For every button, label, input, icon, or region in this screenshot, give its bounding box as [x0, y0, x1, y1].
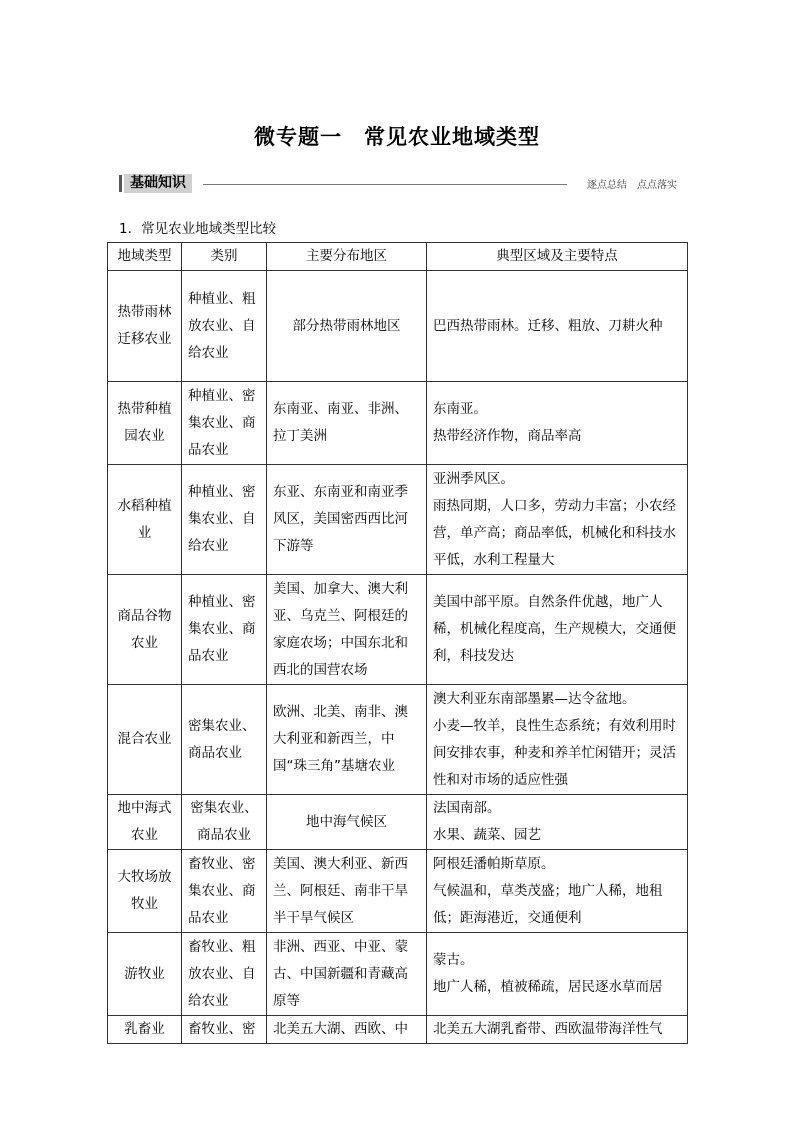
distribution-cell: 非洲、西亚、中亚、蒙古、中国新疆和青藏高原等 — [267, 933, 427, 1016]
distribution-cell: 部分热带雨林地区 — [267, 271, 427, 382]
header-cell: 地域类型 — [108, 243, 182, 271]
table-row — [108, 933, 688, 1016]
category-cell: 密集农业、商品农业 — [182, 795, 267, 850]
category-cell: 种植业、粗放农业、自给农业 — [182, 271, 267, 382]
header-cell: 类别 — [182, 243, 267, 271]
section-divider — [203, 184, 567, 185]
type-cell: 乳畜业 — [108, 1016, 182, 1044]
table-row — [108, 685, 688, 795]
subheading: 1．常见农业地域类型比较 — [119, 221, 277, 237]
table-row — [108, 575, 688, 685]
section-label: 基础知识 — [124, 174, 192, 193]
type-cell: 游牧业 — [108, 933, 182, 1016]
category-cell: 种植业、密集农业、商品农业 — [182, 575, 267, 685]
distribution-cell: 欧洲、北美、南非、澳大利亚和新西兰，中国“珠三角”基塘农业 — [267, 685, 427, 795]
features-cell — [427, 1016, 688, 1044]
table-row — [108, 465, 688, 575]
features-cell — [427, 382, 688, 465]
section-header — [119, 173, 677, 195]
type-cell: 水稻种植业 — [108, 465, 182, 575]
category-cell: 种植业、密集农业、商品农业 — [182, 382, 267, 465]
header-cell: 典型区域及主要特点 — [427, 243, 688, 271]
features-line: 北美五大湖乳畜带、西欧温带海洋性气 — [433, 1021, 663, 1037]
features-line: 地广人稀，植被稀疏，居民逐水草而居 — [433, 979, 663, 995]
distribution-cell: 北美五大湖、西欧、中 — [267, 1016, 427, 1044]
table-row — [108, 1016, 688, 1044]
title-part2: 常见农业地域类型 — [364, 124, 540, 149]
features-line: 澳大利亚东南部墨累—达令盆地。 — [433, 690, 636, 707]
features-line: 气候温和，草类茂盛；地广人稀，地租低；距海港近，交通便利 — [433, 882, 663, 926]
comparison-table — [107, 242, 688, 1044]
category-cell: 密集农业、商品农业 — [182, 685, 267, 795]
features-cell — [427, 795, 688, 850]
category-cell: 畜牧业、密 — [182, 1016, 267, 1044]
features-cell — [427, 685, 688, 795]
features-cell — [427, 465, 688, 575]
features-cell — [427, 850, 688, 933]
header-cell: 主要分布地区 — [267, 243, 427, 271]
features-line: 巴西热带雨林。迁移、粗放、刀耕火种 — [433, 317, 663, 334]
features-line: 东南亚。 — [433, 401, 487, 417]
features-line: 水果、蔬菜、园艺 — [433, 827, 541, 843]
distribution-cell: 地中海气候区 — [267, 795, 427, 850]
features-cell — [427, 575, 688, 685]
type-cell: 商品谷物农业 — [108, 575, 182, 685]
category-cell: 畜牧业、密集农业、商品农业 — [182, 850, 267, 933]
type-cell: 热带雨林迁移农业 — [108, 271, 182, 382]
features-line: 阿根廷潘帕斯草原。 — [433, 855, 555, 872]
table-row — [108, 382, 688, 465]
features-cell — [427, 271, 688, 382]
features-line: 美国中部平原。自然条件优越，地广人稀，机械化程度高，生产规模大，交通便利，科技发达 — [433, 594, 676, 664]
distribution-cell: 东南亚、南亚、非洲、拉丁美洲 — [267, 382, 427, 465]
type-cell: 混合农业 — [108, 685, 182, 795]
type-cell: 大牧场放牧业 — [108, 850, 182, 933]
type-cell: 地中海式农业 — [108, 795, 182, 850]
type-cell: 热带种植园农业 — [108, 382, 182, 465]
category-cell: 种植业、密集农业、自给农业 — [182, 465, 267, 575]
section-right-text: 逐点总结 点点落实 — [587, 180, 677, 191]
features-line: 亚洲季风区。 — [433, 470, 514, 487]
page-title — [0, 121, 794, 151]
features-cell — [427, 933, 688, 1016]
table-row — [108, 795, 688, 850]
distribution-cell: 美国、澳大利亚、新西兰、阿根廷、南非干旱半干旱气候区 — [267, 850, 427, 933]
features-line: 热带经济作物，商品率高 — [433, 428, 582, 444]
features-line: 小麦—牧羊，良性生态系统；有效利用时间安排农事，种麦和养羊忙闲错开；灵活性和对市场的适应性强 — [433, 717, 676, 788]
table-row — [108, 271, 688, 382]
category-cell: 畜牧业、粗放农业、自给农业 — [182, 933, 267, 1016]
title-part1: 微专题一 — [254, 124, 342, 149]
table-header-row — [108, 243, 688, 271]
distribution-cell: 东亚、东南亚和南亚季风区，美国密西西比河下游等 — [267, 465, 427, 575]
table-row — [108, 850, 688, 933]
features-line: 雨热同期，人口多，劳动力丰富；小农经营，单产高；商品率低，机械化和科技水平低，水利工程量大 — [433, 497, 676, 568]
section-accent-bar — [119, 175, 122, 192]
features-line: 蒙古。 — [433, 952, 474, 968]
features-line: 法国南部。 — [433, 800, 501, 816]
distribution-cell: 美国、加拿大、澳大利亚、乌克兰、阿根廷的家庭农场；中国东北和西北的国营农场 — [267, 575, 427, 685]
